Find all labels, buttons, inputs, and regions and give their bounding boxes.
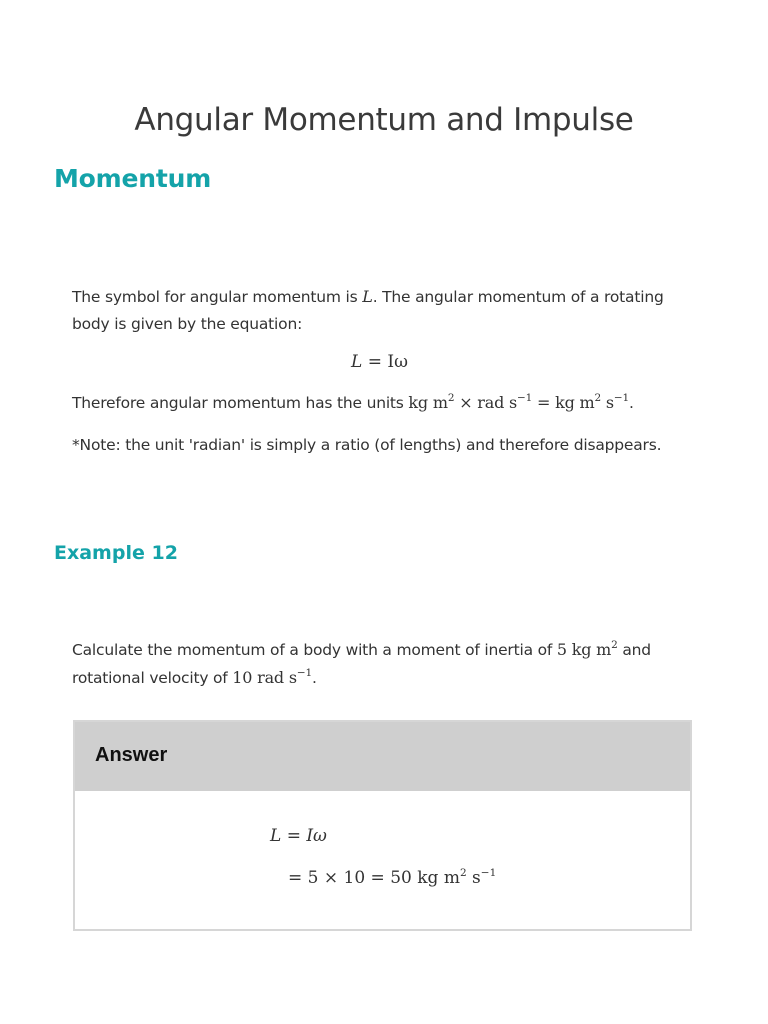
inertia-square: 2	[611, 639, 618, 651]
units-paragraph	[72, 389, 712, 417]
units-prefix: Therefore angular momentum has the units	[72, 394, 409, 412]
units-equals: = kg m	[532, 393, 595, 412]
answer-line-1-text: L = Iω	[270, 826, 327, 846]
symbol-L: L	[362, 287, 373, 306]
units-kgm: kg m	[408, 393, 448, 412]
units-times-rad: × rad s	[454, 393, 518, 412]
note-paragraph: *Note: the unit 'radian' is simply a ratio (of lengths) and therefore disappears.	[72, 436, 662, 454]
answer-seconds: s	[466, 868, 481, 888]
answer-line-1	[270, 826, 327, 846]
velocity-value	[232, 668, 312, 687]
answer-line-2	[288, 868, 496, 888]
intro-text-a: The symbol for angular momentum is	[72, 288, 363, 306]
answer-label: Answer	[95, 744, 168, 766]
units-inverse: −1	[517, 392, 533, 404]
question-text-b: and rotational velocity of	[72, 641, 651, 687]
answer-header[interactable]	[75, 722, 690, 791]
example-question	[72, 636, 702, 692]
example-heading: Example 12	[54, 542, 178, 564]
page-title: Angular Momentum and Impulse	[134, 102, 634, 138]
equation-rest: = Iω	[362, 352, 408, 372]
momentum-equation	[351, 352, 408, 372]
units-square: 2	[447, 392, 455, 404]
inertia-number: 5 kg m	[556, 640, 612, 659]
inertia-value	[557, 640, 618, 659]
units-seconds: s	[600, 393, 614, 412]
momentum-intro-paragraph	[72, 283, 692, 338]
question-text-a: Calculate the momentum of a body with a moment of inertia of	[72, 641, 557, 659]
answer-line-2-main: = 5 × 10 = 50 kg m	[288, 868, 460, 888]
equation-lhs: L	[351, 352, 363, 372]
units-period: .	[628, 394, 634, 412]
units-square-2: 2	[594, 392, 601, 404]
section-heading-momentum: Momentum	[54, 164, 212, 193]
answer-square: 2	[459, 867, 467, 879]
answer-panel[interactable]	[73, 720, 692, 931]
answer-inverse: −1	[480, 867, 497, 879]
units-expression	[408, 393, 629, 412]
units-inverse-2: −1	[613, 392, 629, 404]
velocity-number: 10 rad s	[232, 668, 297, 687]
question-period: .	[311, 669, 317, 687]
intro-text-b: . The angular momentum of a rotating body is given by the equation:	[72, 288, 664, 333]
velocity-inverse: −1	[296, 667, 312, 679]
